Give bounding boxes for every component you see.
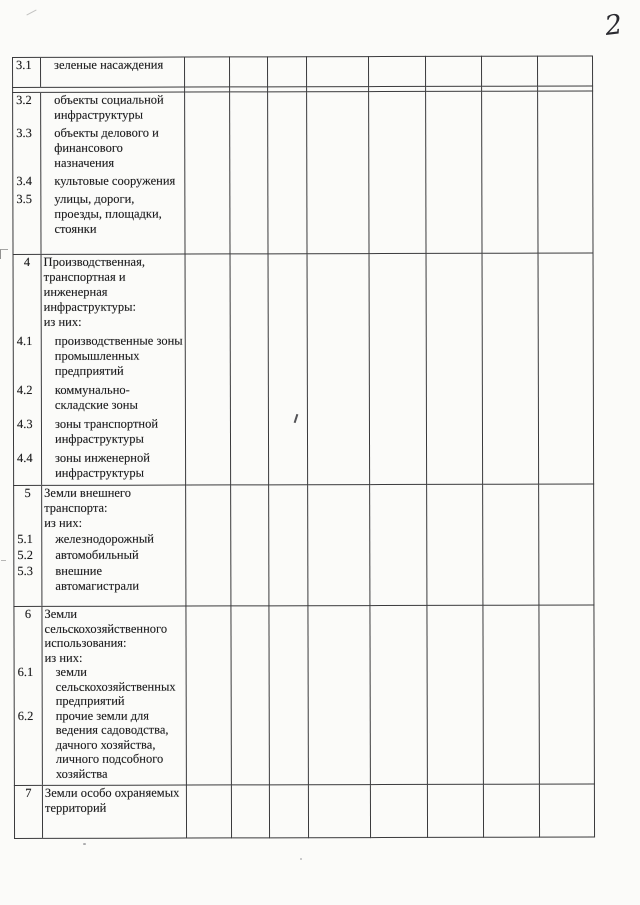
row-label: зоны инженерной инфраструктуры xyxy=(55,450,150,480)
table-cell-empty xyxy=(538,56,593,86)
row-label: объекты социальной инфраструктуры xyxy=(54,92,164,122)
table-row-item xyxy=(15,786,186,816)
table-cell-empty xyxy=(185,254,231,485)
table-band-row xyxy=(13,91,593,255)
table-cell-empty xyxy=(369,91,426,253)
band-name-cell xyxy=(13,254,186,485)
table-row-item xyxy=(14,255,185,330)
table-cell-empty xyxy=(269,606,308,785)
row-label: производственные зоны промышленных предприятий xyxy=(54,333,183,378)
table-cell-empty xyxy=(370,784,427,837)
row-number: 5 xyxy=(24,485,31,500)
table-row-item xyxy=(14,334,185,379)
row-number: 5.2 xyxy=(17,547,33,562)
band-name-cell xyxy=(13,57,185,87)
row-label: улицы, дороги, проезды, площадки, стоянки xyxy=(54,191,162,236)
row-number: 6 xyxy=(24,606,32,621)
table-cell-empty xyxy=(482,253,539,484)
row-number: 4.2 xyxy=(16,382,33,397)
table-row-item xyxy=(13,192,184,237)
table-cell-empty xyxy=(268,57,307,87)
table-cell-empty xyxy=(186,485,231,606)
row-number: 3.3 xyxy=(16,125,32,140)
row-number: 3.1 xyxy=(16,57,32,72)
table-cell-empty xyxy=(427,784,483,837)
table-cell-empty xyxy=(482,56,538,86)
table-row-item xyxy=(14,532,185,547)
row-number: 4.1 xyxy=(16,333,33,348)
table-cell-empty xyxy=(268,92,307,254)
table-cell-empty xyxy=(539,605,594,784)
band-name-cell xyxy=(14,785,186,838)
row-note: из них: xyxy=(44,650,83,665)
table-cell-empty xyxy=(269,485,308,606)
table-cell-empty xyxy=(231,485,269,606)
scan-artifact-line xyxy=(26,9,36,15)
row-number: 3.2 xyxy=(16,92,32,107)
row-number: 3.5 xyxy=(16,191,33,206)
table-body xyxy=(13,56,595,839)
row-label: внешние автомагистрали xyxy=(55,563,140,593)
column-divider-line xyxy=(40,58,41,87)
table-cell-empty xyxy=(539,784,594,837)
table-cell-empty xyxy=(426,56,482,86)
table-row-item xyxy=(15,665,186,709)
row-number: 7 xyxy=(25,785,32,800)
row-number: 5.3 xyxy=(17,563,33,578)
row-label: прочие земли для ведения садоводства, дачного хозяйства, личного подсобного хозяйства xyxy=(55,708,169,781)
table-cell-empty xyxy=(370,605,427,784)
row-label: зоны транспортной инфраструктуры xyxy=(54,416,159,446)
row-label: земли сельскохозяйственных предприятий xyxy=(55,664,176,708)
table-cell-empty xyxy=(307,92,369,254)
table-band-row xyxy=(14,484,594,607)
table-cell-empty xyxy=(185,92,230,254)
scan-artifact-dot xyxy=(83,843,86,845)
table-cell-empty xyxy=(308,606,370,785)
row-number: 5.1 xyxy=(17,531,33,546)
table-row-item xyxy=(13,58,184,73)
table-band-row xyxy=(13,56,593,88)
table-cell-empty xyxy=(308,785,370,838)
table-cell-empty xyxy=(482,91,538,253)
table-cell-empty xyxy=(427,484,483,605)
row-label: Производственная, транспортная и инженерная инфраструктуры: xyxy=(43,254,145,314)
table-row-item xyxy=(13,93,184,123)
table-cell-empty xyxy=(230,92,268,254)
scan-artifact-mark xyxy=(0,249,8,259)
band-name-cell xyxy=(14,485,186,606)
table-cell-empty xyxy=(483,484,539,605)
table-cell-empty xyxy=(230,254,269,485)
row-label: объекты делового и финансового назначения xyxy=(54,125,159,170)
table-cell-empty xyxy=(185,57,230,87)
table-row-item xyxy=(13,126,184,171)
table-row-item xyxy=(15,708,186,781)
row-label: железнодорожный xyxy=(55,531,154,546)
band-name-cell xyxy=(13,92,185,254)
table-band-row xyxy=(14,605,594,786)
table-cell-empty xyxy=(186,606,231,785)
table-sheet xyxy=(12,55,595,839)
table-cell-empty xyxy=(231,785,269,838)
table-row-item xyxy=(14,607,185,665)
column-divider-line xyxy=(42,786,43,838)
row-number: 4 xyxy=(23,254,31,269)
land-use-table xyxy=(12,55,595,839)
table-cell-empty xyxy=(268,254,308,485)
table-cell-empty xyxy=(370,484,427,605)
table-row-item xyxy=(14,451,185,481)
table-cell-empty xyxy=(231,606,269,785)
table-row-item xyxy=(14,383,185,413)
table-cell-empty xyxy=(426,91,482,253)
row-number: 6.2 xyxy=(17,708,34,723)
table-cell-empty xyxy=(307,57,369,87)
table-cell-empty xyxy=(427,605,483,784)
table-cell-empty xyxy=(369,56,426,86)
row-number: 4.4 xyxy=(17,450,33,465)
row-note: из них: xyxy=(43,314,82,329)
row-number: 4.3 xyxy=(16,416,33,431)
row-label: Земли сельскохозяйственного использования: xyxy=(44,606,168,650)
table-cell-empty xyxy=(307,254,370,485)
row-note: из них: xyxy=(44,515,83,530)
table-cell-empty xyxy=(538,91,593,253)
row-label: Земли внешнего транспорта: xyxy=(44,485,132,515)
table-row-item xyxy=(14,486,185,531)
page-number-handwritten: 2 xyxy=(602,9,624,42)
table-cell-empty xyxy=(186,785,231,838)
table-band-row xyxy=(13,253,594,486)
band-name-cell xyxy=(14,606,186,785)
row-label: Земли особо охраняемых территорий xyxy=(44,785,180,815)
table-band-row xyxy=(14,784,594,839)
table-cell-empty xyxy=(230,57,268,87)
table-cell-empty xyxy=(538,253,594,484)
row-number: 6.1 xyxy=(17,664,34,679)
row-label: коммунально-складские зоны xyxy=(54,382,138,412)
table-cell-empty xyxy=(483,605,539,784)
table-row-item xyxy=(14,548,185,563)
table-cell-empty xyxy=(483,784,539,837)
scan-artifact-dot xyxy=(300,858,302,860)
row-label: автомобильный xyxy=(55,547,139,562)
row-label: культовые сооружения xyxy=(54,173,176,188)
table-cell-empty xyxy=(308,485,370,606)
row-number: 3.4 xyxy=(16,173,32,188)
table-row-item xyxy=(13,174,184,189)
row-label: зеленые насаждения xyxy=(54,57,164,72)
table-cell-empty xyxy=(369,253,427,484)
table-cell-empty xyxy=(269,785,308,838)
table-cell-empty xyxy=(539,484,594,605)
table-row-item xyxy=(14,417,185,447)
scan-artifact-tick xyxy=(1,560,6,561)
table-cell-empty xyxy=(426,253,483,484)
table-row-item xyxy=(14,564,185,594)
